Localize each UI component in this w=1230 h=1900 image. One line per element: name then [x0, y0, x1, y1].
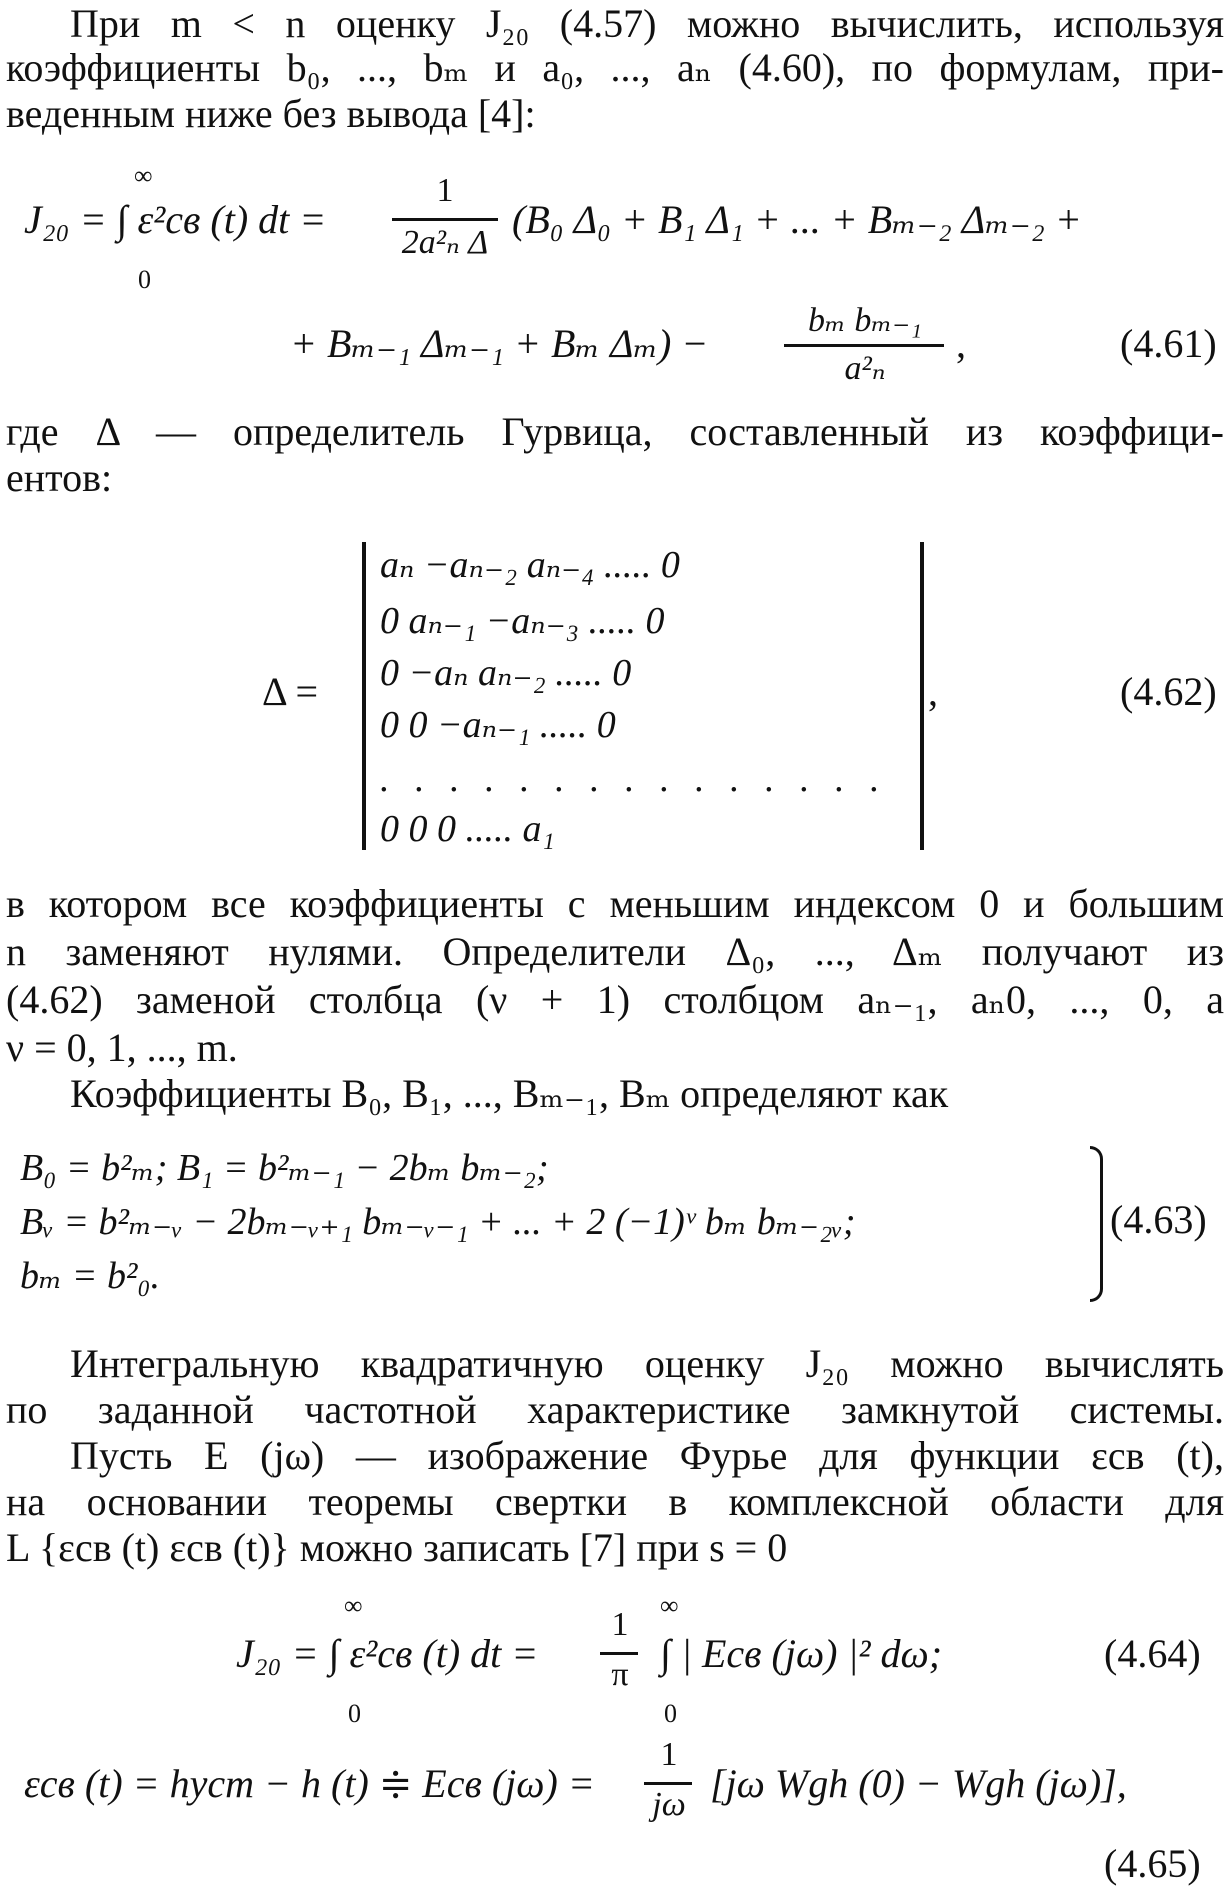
right-brace — [1090, 1146, 1103, 1302]
integral-lower-limit: 0 — [664, 1699, 677, 1728]
text-line: При m < n оценку J₂₀ (4.57) можно вычислить, используя — [70, 1, 1224, 46]
fraction-bar — [784, 344, 944, 347]
equation-lhs: εсв (t) = hуст − h (t) ≑ Eсв (jω) = — [24, 1761, 595, 1806]
integral-upper-limit: ∞ — [134, 161, 153, 190]
matrix-row: aₙ −aₙ₋₂ aₙ₋₄ ..... 0 — [380, 544, 680, 586]
integral-upper-limit: ∞ — [660, 1591, 679, 1620]
text-line: Коэффициенты B₀, B₁, ..., Bₘ₋₁, Bₘ определяют как — [70, 1071, 949, 1116]
determinant-right-bar — [920, 542, 924, 850]
text-line: ентов: — [6, 455, 113, 500]
equation-rhs-line2: + Bₘ₋₁ Δₘ₋₁ + Bₘ Δₘ) − — [290, 321, 709, 366]
fraction-numerator: bₘ bₘ₋₁ — [808, 302, 922, 339]
equation-lhs: J₂₀ = ∫ ε²св (t) dt = — [236, 1631, 539, 1676]
fraction-denominator: π — [611, 1656, 629, 1693]
text-line: ν = 0, 1, ..., m. — [6, 1025, 238, 1070]
fraction-denominator: 2a²ₙ Δ — [401, 224, 489, 261]
equation-number: (4.63) — [1110, 1197, 1207, 1242]
equation-rhs-line1: (B₀ Δ₀ + B₁ Δ₁ + ... + Bₘ₋₂ Δₘ₋₂ + — [512, 197, 1082, 242]
text-line: коэффициенты b₀, ..., bₘ и a₀, ..., aₙ (4.60), по формулам, при- — [6, 45, 1224, 90]
fraction-numerator: 1 — [660, 1736, 678, 1773]
fraction-bar — [644, 1782, 692, 1785]
fraction-numerator: 1 — [436, 172, 454, 209]
text-line: по заданной частотной характеристике замкнутой системы. — [6, 1387, 1224, 1432]
equation-rhs: ∫ | Eсв (jω) |² dω; — [660, 1631, 943, 1676]
determinant-left-bar — [362, 542, 366, 850]
equation-tail: , — [928, 669, 938, 714]
fraction-denominator: jω — [652, 1786, 686, 1823]
fraction-bar — [600, 1652, 638, 1655]
text-line: Интегральную квадратичную оценку J₂₀ можно вычислять — [70, 1341, 1224, 1386]
text-line: Пусть E (jω) — изображение Фурье для функции εсв (t), — [70, 1433, 1224, 1478]
fraction-bar — [392, 218, 498, 221]
equation-tail: , — [956, 321, 966, 366]
integral-lower-limit: 0 — [138, 265, 151, 294]
matrix-row: . . . . . . . . . . . . . . . — [380, 758, 888, 800]
determinant-symbol: Δ = — [262, 669, 319, 714]
fraction-denominator: a²ₙ — [844, 350, 886, 387]
matrix-row: 0 0 −aₙ₋₁ ..... 0 — [380, 704, 616, 746]
text-line: на основании теоремы свертки в комплексной области для — [6, 1479, 1224, 1524]
matrix-row: 0 aₙ₋₁ −aₙ₋₃ ..... 0 — [380, 600, 665, 642]
equation-number: (4.64) — [1104, 1631, 1201, 1676]
text-line: L {εсв (t) εсв (t)} можно записать [7] при s = 0 — [6, 1525, 788, 1570]
equation-number: (4.61) — [1120, 321, 1217, 366]
equation-rhs: [jω Wgh (0) − Wgh (jω)], — [710, 1761, 1127, 1806]
equation-row: B₀ = b²ₘ; B₁ = b²ₘ₋₁ − 2bₘ bₘ₋₂; — [20, 1147, 549, 1189]
equation-number: (4.65) — [1104, 1841, 1201, 1886]
equation-number: (4.62) — [1120, 669, 1217, 714]
matrix-row: 0 0 0 ..... a₁ — [380, 808, 555, 850]
equation-row: bₘ = b²₀. — [20, 1255, 161, 1297]
text-line: где Δ — определитель Гурвица, составленный из коэффици- — [6, 409, 1224, 454]
integral-lower-limit: 0 — [348, 1699, 361, 1728]
equation-row: Bᵥ = b²ₘ₋ᵥ − 2bₘ₋ᵥ₊₁ bₘ₋ᵥ₋₁ + ... + 2 (−1)ᵛ bₘ bₘ₋₂ᵥ; — [20, 1201, 856, 1243]
matrix-row: 0 −aₙ aₙ₋₂ ..... 0 — [380, 652, 632, 694]
text-line: в котором все коэффициенты с меньшим индексом 0 и большим — [6, 881, 1224, 926]
fraction-numerator: 1 — [611, 1606, 629, 1643]
text-line: n заменяют нулями. Определители Δ₀, ..., Δₘ получают из — [6, 929, 1224, 974]
text-line: (4.62) заменой столбца (ν + 1) столбцом aₙ₋₁, aₙ0, ..., 0, а — [6, 977, 1224, 1022]
text-line: веденным ниже без вывода [4]: — [6, 91, 536, 136]
integral-upper-limit: ∞ — [344, 1591, 363, 1620]
equation-lhs: J₂₀ = ∫ ε²св (t) dt = — [24, 197, 327, 242]
